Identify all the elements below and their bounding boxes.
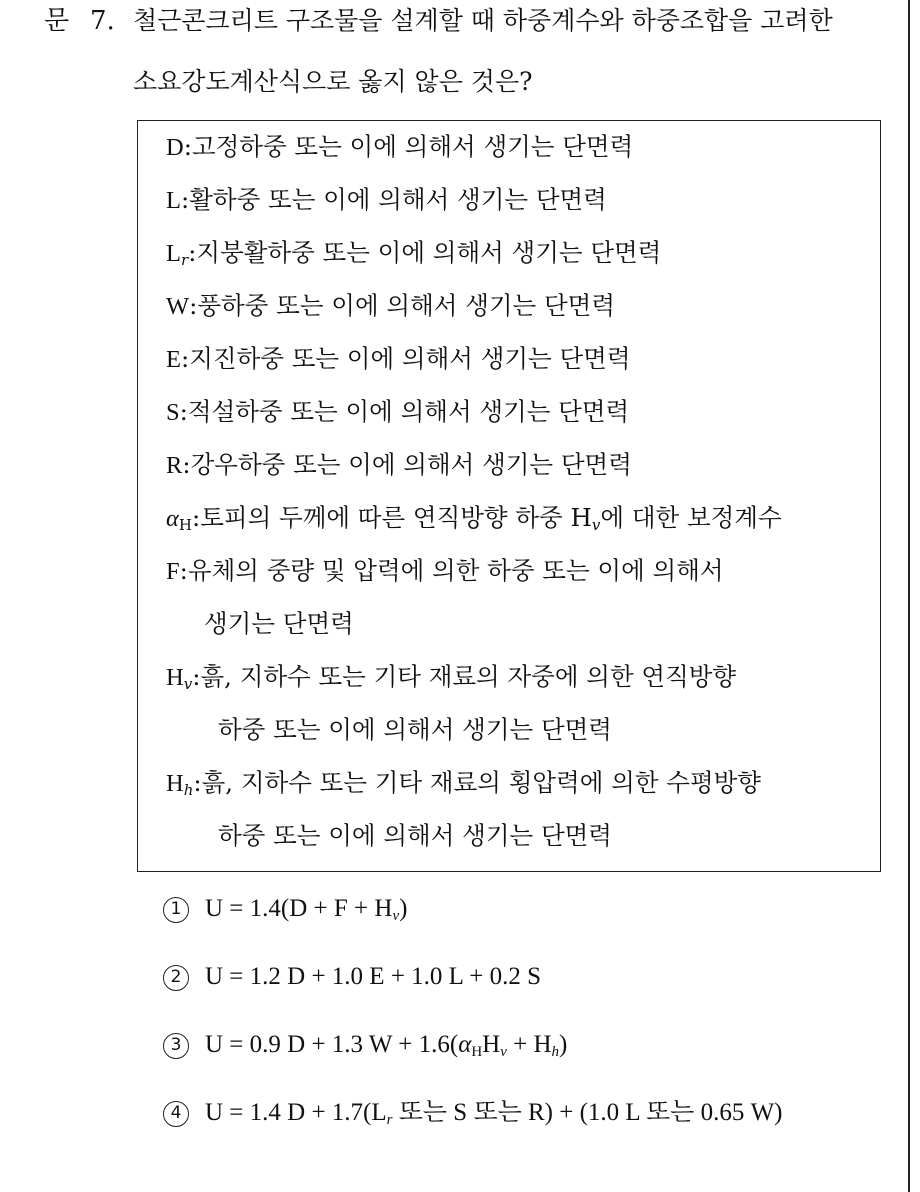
definition-row: αH:토피의 두께에 따른 연직방향 하중 $H_v$에 대한 보정계수 bbox=[166, 503, 782, 534]
definition-row: F:유체의 중량 및 압력에 의한 하중 또는 이에 의해서 bbox=[166, 556, 724, 585]
choice-formula: U = 1.2 D + 1.0 E + 1.0 L + 0.2 S bbox=[205, 963, 542, 990]
definition-subscript: h bbox=[183, 781, 194, 799]
definition-row: D:고정하중 또는 이에 의해서 생기는 단면력 bbox=[166, 132, 634, 161]
definition-text: 유체의 중량 및 압력에 의한 하중 또는 이에 의해서 bbox=[187, 556, 724, 585]
definition-symbol: D bbox=[166, 134, 184, 161]
choice-number-circle: 1 bbox=[163, 897, 189, 923]
choice-1[interactable] bbox=[163, 891, 407, 933]
question-text-line-2: 소요강도계산식으로 옳지 않은 것은? bbox=[133, 67, 533, 96]
choice-4[interactable] bbox=[163, 1095, 783, 1137]
definition-text: 고정하중 또는 이에 의해서 생기는 단면력 bbox=[191, 132, 634, 161]
definition-text: 지붕활하중 또는 이에 의해서 생기는 단면력 bbox=[196, 238, 662, 267]
definition-symbol: E bbox=[166, 346, 181, 373]
question-text-line-1: 철근콘크리트 구조물을 설계할 때 하중계수와 하중조합을 고려한 bbox=[133, 6, 833, 35]
definition-text: 토피의 두께에 따른 연직방향 하중 H bbox=[200, 503, 592, 532]
page-right-border bbox=[908, 0, 910, 1192]
choice-formula: U = 0.9 D + 1.3 $W + 1.6(\alpha HH_v + H_h)$ bbox=[205, 1031, 568, 1060]
definition-continuation: 생기는 단면력 bbox=[204, 609, 354, 638]
definition-continuation: 하중 또는 이에 의해서 생기는 단면력 bbox=[218, 821, 612, 850]
definition-symbol: α bbox=[166, 505, 179, 532]
definition-symbol: S bbox=[166, 399, 180, 426]
definition-row: S:적설하중 또는 이에 의해서 생기는 단면력 bbox=[166, 397, 630, 426]
definition-row: L:활하중 또는 이에 의해서 생기는 단면력 bbox=[166, 185, 607, 214]
definition-symbol: L bbox=[166, 187, 181, 214]
definition-text: 흙, 지하수 또는 기타 재료의 자중에 의한 연직방향 bbox=[200, 662, 737, 691]
question-label: 문 bbox=[44, 6, 70, 36]
definition-text-tail: 에 대한 보정계수 bbox=[600, 503, 782, 532]
definitions-box bbox=[137, 120, 881, 872]
definition-text: 풍하중 또는 이에 의해서 생기는 단면력 bbox=[197, 291, 616, 320]
choice-formula: $U = 1.4(D + F + H_v)$ bbox=[205, 895, 408, 924]
choice-number-circle: 3 bbox=[163, 1033, 189, 1059]
definition-row: $H_h$:흙, 지하수 또는 기타 재료의 횡압력에 의한 수평방향 bbox=[166, 768, 761, 799]
choice-number-circle: 2 bbox=[163, 965, 189, 991]
definition-symbol: F bbox=[166, 558, 180, 585]
definition-symbol: H bbox=[166, 770, 184, 797]
choice-formula: U = 1.4 $D + 1.7(L_r$ 또는 S 또는 R) + (1.0 L 또는 0.65 W) bbox=[205, 1099, 783, 1128]
definition-subscript: H bbox=[178, 516, 192, 534]
definition-symbol: W bbox=[166, 293, 190, 320]
definition-row: $L_r$:지붕활하중 또는 이에 의해서 생기는 단면력 bbox=[166, 238, 662, 269]
definition-symbol: H bbox=[166, 664, 184, 691]
definition-row: $H_v$:흙, 지하수 또는 기타 재료의 자중에 의한 연직방향 bbox=[166, 662, 737, 693]
definition-row: R:강우하중 또는 이에 의해서 생기는 단면력 bbox=[166, 450, 632, 479]
definition-text: 지진하중 또는 이에 의해서 생기는 단면력 bbox=[189, 344, 631, 373]
definition-row: E:지진하중 또는 이에 의해서 생기는 단면력 bbox=[166, 344, 631, 373]
choice-number-circle: 4 bbox=[163, 1101, 189, 1127]
definition-continuation: 하중 또는 이에 의해서 생기는 단면력 bbox=[218, 715, 612, 744]
definition-subscript: r bbox=[180, 251, 189, 269]
definition-symbol: R bbox=[166, 452, 183, 479]
choice-3[interactable] bbox=[163, 1027, 567, 1069]
question-number: 7. bbox=[90, 6, 115, 36]
definition-text-subscript: v bbox=[591, 516, 601, 534]
definition-subscript: v bbox=[183, 675, 193, 693]
definition-row: W:풍하중 또는 이에 의해서 생기는 단면력 bbox=[166, 291, 616, 320]
choice-2[interactable] bbox=[163, 959, 541, 994]
definition-text: 활하중 또는 이에 의해서 생기는 단면력 bbox=[189, 185, 607, 214]
definition-text: 흙, 지하수 또는 기타 재료의 횡압력에 의한 수평방향 bbox=[201, 768, 761, 797]
definition-symbol: L bbox=[166, 240, 181, 267]
definition-text: 적설하중 또는 이에 의해서 생기는 단면력 bbox=[187, 397, 630, 426]
definition-text: 강우하중 또는 이에 의해서 생기는 단면력 bbox=[190, 450, 632, 479]
